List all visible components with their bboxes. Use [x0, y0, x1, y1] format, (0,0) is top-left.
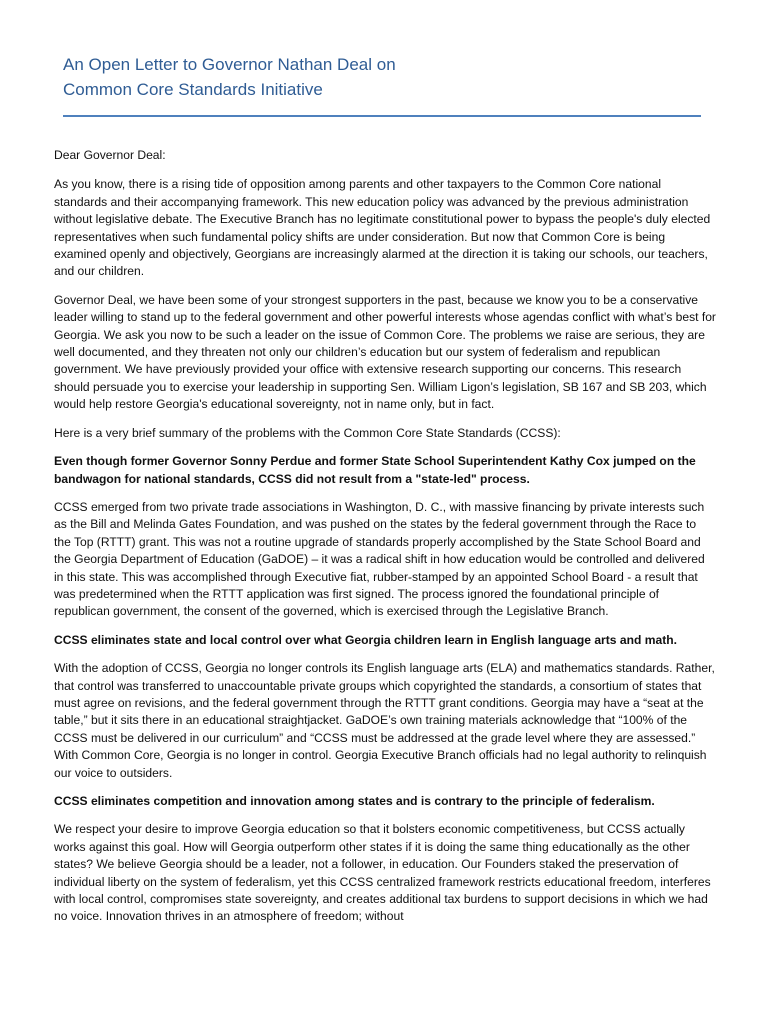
- title-divider: [63, 115, 701, 117]
- section-heading-local-control: CCSS eliminates state and local control over what Georgia children learn in English language arts and math.: [54, 632, 677, 647]
- section-heading-state-led: Even though former Governor Sonny Perdue and former State School Superintendent Kathy Cox jumped on the bandwagon for national standards, CCSS did not result from a "state-led" process.: [54, 454, 696, 486]
- paragraph-opening: As you know, there is a rising tide of opposition among parents and other taxpayers to the Common Core national standards and their accompanying framework. This new education policy was advanced by the previous administration without legislative debate. The Executive Branch has no legitimate constitutional power to bypass the people's duly elected representatives when such fundamental policy shifts are under consideration. But now that Common Core is being examined openly and objectively, Georgians are increasingly alarmed at the direction it is taking our schools, our teachers, and our children.: [54, 177, 711, 279]
- letter-body: [54, 147, 716, 937]
- paragraph-origin: CCSS emerged from two private trade associations in Washington, D. C., with massive financing by private interests such as the Bill and Melinda Gates Foundation, and was pushed on the states by the federal government through the Race to the Top (RTTT) grant. This was not a routine upgrade of standards properly accomplished by the State School Board and the Georgia Department of Education (GaDOE) – it was a radical shift in how education would be controlled and delivered in this state. This was accomplished through Executive fiat, rubber-stamped by an appointed School Board - a result that was predetermined when the RTTT application was first signed. The process ignored the foundational principle of republican government, the consent of the governed, which is exercised through the Legislative Branch.: [54, 499, 705, 619]
- salutation: Dear Governor Deal:: [54, 148, 166, 162]
- document-title: [63, 52, 703, 102]
- paragraph-summary-intro: Here is a very brief summary of the problems with the Common Core State Standards (CCSS):: [54, 425, 561, 440]
- paragraph-control: With the adoption of CCSS, Georgia no longer controls its English language arts (ELA) and mathematics standards. Rather, that control was transferred to unaccountable private groups which copyrighted the standards, a consortium of states that must agree on revisions, and the federal government through the RTTT grant conditions. Georgia may have a “seat at the table,” but it sits there in an educational straightjacket. GaDOE’s own training materials acknowledge that “100% of the CCSS must be delivered in our curriculum” and “CCSS must be addressed at the grade level where they are assessed.” With Common Core, Georgia is no longer in control. Georgia Executive Branch officials had no legal authority to relinquish our voice to outsiders.: [54, 661, 715, 780]
- paragraph-appeal: Governor Deal, we have been some of your strongest supporters in the past, because we know you to be a conservative leader willing to stand up to the federal government and other powerful interests whose agendas conflict with what’s best for Georgia. We ask you now to be such a leader on the issue of Common Core. The problems we raise are serious, they are well documented, and they threaten not only our children’s education but our system of federalism and republican government. We have previously provided your office with extensive research supporting our concerns. This research should persuade you to exercise your leadership in supporting Sen. William Ligon’s legislation, SB 167 and SB 203, which would help restore Georgia's educational sovereignty, not in name only, but in fact.: [54, 292, 716, 412]
- title-line-2: Common Core Standards Initiative: [63, 80, 323, 99]
- section-heading-federalism: CCSS eliminates competition and innovation among states and is contrary to the principle of federalism.: [54, 794, 655, 808]
- paragraph-federalism: We respect your desire to improve Georgia education so that it bolsters economic competitiveness, but CCSS actually works against this goal. How will Georgia outperform other states if it is doing the same thing educationally as the other states? We believe Georgia should be a leader, not a follower, in education. Our Founders staked the preservation of individual liberty on the system of federalism, yet this CCSS centralized framework restricts educational freedom, interferes with local control, compromises state sovereignty, and creates additional tax burdens to support decisions in which we had no voice. Innovation thrives in an atmosphere of freedom; without: [54, 822, 711, 924]
- title-line-1: An Open Letter to Governor Nathan Deal on: [63, 55, 396, 74]
